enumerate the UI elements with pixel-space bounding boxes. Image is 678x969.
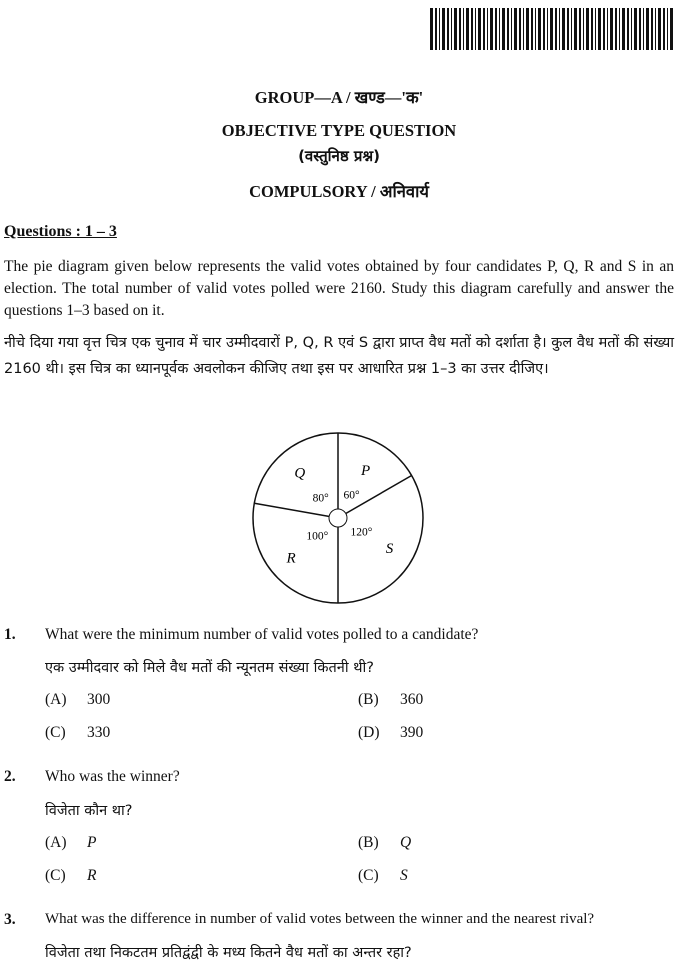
question-3-number: 3. (4, 911, 16, 928)
barcode-bar (655, 8, 656, 50)
barcode-bar (538, 8, 541, 50)
question-2-option-c[interactable] (45, 867, 96, 885)
barcode-bar (459, 8, 461, 50)
question-3-text-hi: विजेता तथा निकटतम प्रतिद्वंद्वी के मध्य कितने वैध मतों का अन्तर रहा? (45, 945, 412, 961)
question-type-en: OBJECTIVE TYPE QUESTION (221, 121, 457, 140)
barcode-bar (615, 8, 617, 50)
question-2-option-a[interactable] (45, 834, 96, 852)
barcode-bar (619, 8, 620, 50)
barcode-bar (478, 8, 481, 50)
barcode-bar (487, 8, 488, 50)
barcode-bar (586, 8, 589, 50)
barcode-bar (435, 8, 437, 50)
option-label: (B) (358, 691, 379, 708)
barcode-bar (451, 8, 452, 50)
barcode-bar (667, 8, 668, 50)
barcode-bar (574, 8, 577, 50)
barcode-bar (610, 8, 613, 50)
option-label: (B) (358, 834, 379, 851)
barcode-bar (547, 8, 548, 50)
barcode-bar (499, 8, 500, 50)
barcode-bar (519, 8, 521, 50)
option-label: (C) (45, 724, 66, 741)
questions-range-heading: Questions : 1 – 3 (4, 223, 117, 240)
pie-slice-label: S (385, 540, 394, 557)
pie-slice-label: P (361, 463, 371, 480)
barcode-bar (663, 8, 665, 50)
barcode-bar (646, 8, 649, 50)
option-value: 360 (400, 691, 424, 708)
barcode-bar (631, 8, 632, 50)
barcode-bar (511, 8, 512, 50)
question-1-option-b[interactable] (358, 691, 423, 709)
barcode-bar (475, 8, 476, 50)
barcode-bar (463, 8, 464, 50)
barcode-bar (658, 8, 661, 50)
barcode (426, 8, 678, 50)
pie-slice-label: R (286, 550, 296, 567)
question-2-text-hi: विजेता कौन था? (45, 803, 133, 819)
option-value: R (87, 867, 97, 884)
question-type-hi: (वस्तुनिष्ठ प्रश्न) (298, 147, 380, 165)
barcode-bar (639, 8, 641, 50)
option-value: P (87, 834, 97, 851)
question-2-option-b[interactable] (358, 834, 411, 852)
option-label: (D) (358, 724, 380, 741)
barcode-bar (514, 8, 517, 50)
pie-chart (248, 430, 428, 610)
barcode-bar (622, 8, 625, 50)
barcode-bar (471, 8, 473, 50)
question-1-text-en: What were the minimum number of valid votes polled to a candidate? (45, 626, 479, 643)
option-label: (A) (45, 834, 67, 851)
barcode-bar (531, 8, 533, 50)
barcode-bar (483, 8, 485, 50)
option-value: 300 (87, 691, 111, 708)
barcode-bar (571, 8, 572, 50)
option-value: S (400, 867, 408, 884)
question-2-text-en: Who was the winner? (45, 768, 180, 785)
barcode-bar (439, 8, 440, 50)
question-3-text-en: What was the difference in number of valid votes between the winner and the nearest rival? (45, 911, 595, 927)
question-1-option-d[interactable] (358, 724, 423, 742)
barcode-bar (507, 8, 509, 50)
option-value: 390 (400, 724, 424, 741)
barcode-bar (535, 8, 536, 50)
barcode-bar (598, 8, 601, 50)
barcode-bar (567, 8, 569, 50)
barcode-bar (442, 8, 445, 50)
barcode-bar (523, 8, 524, 50)
option-value: Q (400, 834, 412, 851)
question-1-text-hi: एक उम्मीदवार को मिले वैध मतों की न्यूनतम संख्या कितनी थी? (45, 660, 374, 676)
intro-hindi: नीचे दिया गया वृत्त चित्र एक चुनाव में चार उम्मीदवारों P, Q, R एवं S द्वारा प्राप्त वैध मतों को दर्शाता है। कुल वैध मतों की संख्या 2160 थी। इस चित्र का ध्यानपूर्वक अवलोकन कीजिए तथा इस पर आधारित प्रश्न 1–3 का उत्तर दीजिए। (4, 335, 674, 377)
question-1-option-c[interactable] (45, 724, 110, 742)
barcode-bar (430, 8, 433, 50)
barcode-bar (526, 8, 529, 50)
barcode-bar (466, 8, 469, 50)
barcode-bar (490, 8, 493, 50)
pie-angle-label: 100° (306, 530, 329, 543)
question-1-number: 1. (4, 626, 16, 643)
barcode-bar (643, 8, 644, 50)
barcode-bar (559, 8, 560, 50)
option-label: (A) (45, 691, 67, 708)
option-value: 330 (87, 724, 111, 741)
barcode-bar (591, 8, 593, 50)
barcode-bar (603, 8, 605, 50)
intro-english: The pie diagram given below represents the valid votes obtained by four candidates P, Q, R and S in an election. The total number of valid votes polled were 2160. Study this diagram carefully and answer the questions 1–3 based on it. (4, 258, 674, 319)
question-2-option-d[interactable] (358, 867, 408, 885)
barcode-bar (502, 8, 505, 50)
barcode-bar (579, 8, 581, 50)
barcode-bar (555, 8, 557, 50)
pie-slice-boundary (254, 503, 338, 518)
barcode-bar (651, 8, 653, 50)
pie-angle-label: 120° (350, 526, 373, 539)
barcode-bar (495, 8, 497, 50)
question-2-number: 2. (4, 768, 16, 785)
barcode-bar (543, 8, 545, 50)
pie-slice-label: Q (294, 465, 306, 482)
group-heading: GROUP—A / खण्ड—'क' (254, 88, 424, 107)
barcode-bar (607, 8, 608, 50)
barcode-bar (454, 8, 457, 50)
pie-angle-label: 80° (312, 492, 329, 505)
pie-angle-label: 60° (343, 489, 360, 502)
option-label: (C) (45, 867, 66, 884)
barcode-bar (595, 8, 596, 50)
barcode-bar (634, 8, 637, 50)
barcode-bar (562, 8, 565, 50)
option-label: (C) (358, 867, 379, 884)
question-1-option-a[interactable] (45, 691, 110, 709)
barcode-bar (627, 8, 629, 50)
barcode-bar (447, 8, 449, 50)
barcode-bar (583, 8, 584, 50)
barcode-bar (670, 8, 673, 50)
compulsory-label: COMPULSORY / अनिवार्य (249, 182, 429, 201)
barcode-bar (550, 8, 553, 50)
pie-centre-arc (329, 509, 347, 527)
